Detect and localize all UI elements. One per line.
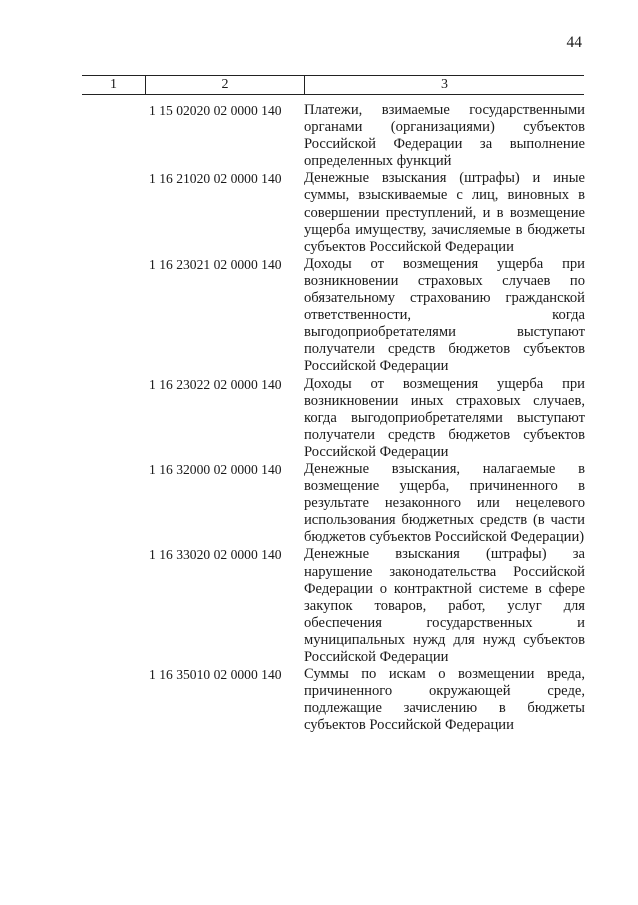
budget-code: 1 16 23022 02 0000 140 xyxy=(149,376,282,392)
table-row xyxy=(149,102,585,170)
budget-code: 1 15 02020 02 0000 140 xyxy=(149,103,282,118)
table-column-header xyxy=(82,75,584,95)
income-description: Денежные взыскания, налагаемые в возмещение ущерба, причиненного в результате незаконного или нецелевого использования бюджетных средств (в части бюджетов субъектов Российской Федерации) xyxy=(304,460,585,546)
income-description: Денежные взыскания (штрафы) за нарушение законодательства Российской Федерации о контрактной системе в сфере закупок товаров, работ, услуг для обеспечения государственных и муниципальных нужд для нужд субъектов Российской Федерации xyxy=(304,546,585,665)
income-description: Доходы от возмещения ущерба при возникновении страховых случаев по обязательному страхованию гражданской ответственности, когда выгодоприобретателями выступают получатели средств бюджетов субъектов Российской Федерации xyxy=(304,255,585,375)
budget-code: 1 16 23021 02 0000 140 xyxy=(149,256,282,272)
table-row xyxy=(149,461,585,546)
table-row xyxy=(149,666,585,734)
table-row xyxy=(149,256,585,376)
budget-code: 1 16 33020 02 0000 140 xyxy=(149,547,282,563)
column-header-1: 1 xyxy=(82,76,146,94)
table-row xyxy=(149,376,585,461)
income-description: Доходы от возмещения ущерба при возникновении иных страховых случаев, когда выгодоприобретателями выступают получатели средств бюджетов субъектов Российской Федерации xyxy=(304,375,585,460)
column-header-2: 2 xyxy=(146,76,305,94)
income-description: Денежные взыскания (штрафы) и иные суммы, взыскиваемые с лиц, виновных в совершении преступлений, и в возмещение ущерба имуществу, зачисляемые в бюджеты субъектов Российской Федерации xyxy=(304,170,585,255)
budget-code: 1 16 32000 02 0000 140 xyxy=(149,461,282,477)
income-description: Платежи, взимаемые государственными органами (организациями) субъектов Российской Федерации за выполнение определенных функций xyxy=(304,102,585,170)
table-body xyxy=(149,102,585,734)
table-row xyxy=(149,170,585,255)
budget-code: 1 16 21020 02 0000 140 xyxy=(149,171,282,187)
column-header-3: 3 xyxy=(441,77,448,92)
table-row xyxy=(149,546,585,666)
income-description: Суммы по искам о возмещении вреда, причиненного окружающей среде, подлежащие зачислению в бюджеты субъектов Российской Федерации xyxy=(304,666,585,734)
budget-code: 1 16 35010 02 0000 140 xyxy=(149,667,282,683)
page-number: 44 xyxy=(566,34,582,51)
